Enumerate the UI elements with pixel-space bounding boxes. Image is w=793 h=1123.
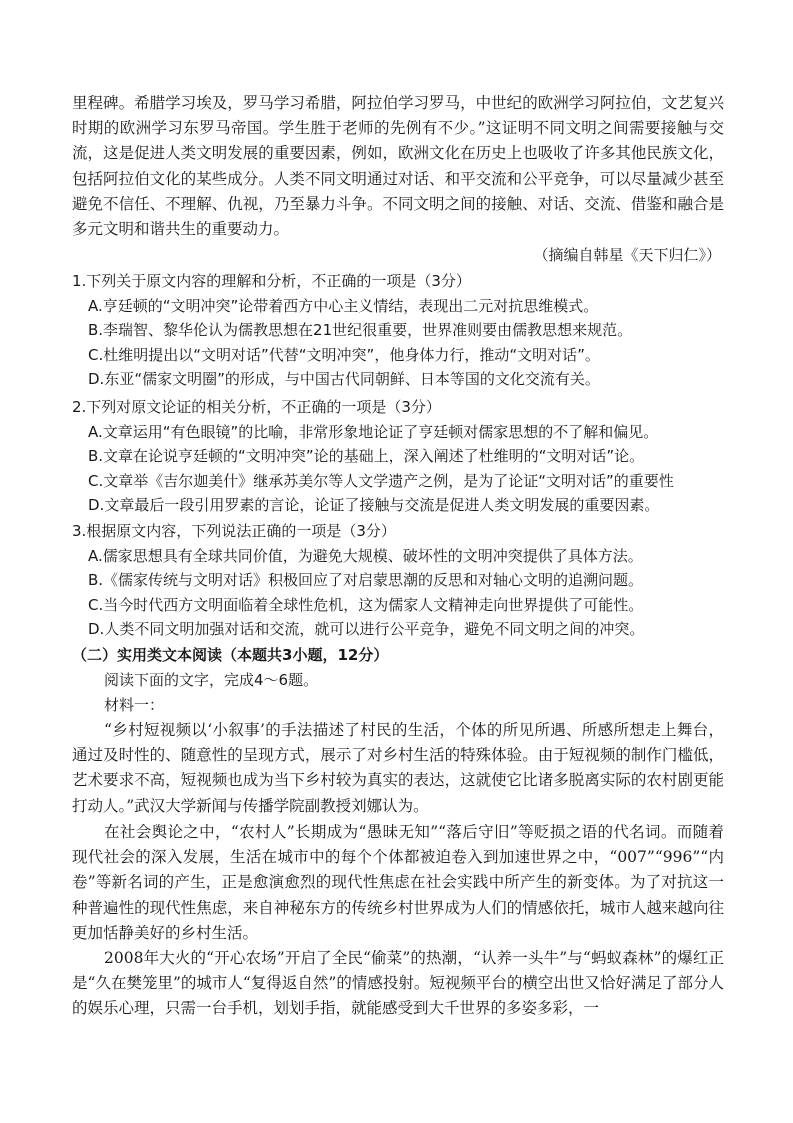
material-paragraph-1: “乡村短视频以‘小叙事’的手法描述了村民的生活，个体的所见所遇、所感所想走上舞台，通过及时性的、随意性的呈现方式，展示了对乡村生活的特殊体验。由于短视频的制作门槛低，艺术要求不高，短视频也成为当下乡村较为真实的表达，这就使它比诸多脱离实际的农村剧更能打动人。”武汉大学新闻与传播学院副教授刘娜认为。 — [72, 721, 724, 815]
section-heading: （二）实用类文本阅读（本题共3小题，12分） — [72, 646, 389, 664]
option-a: A.儒家思想具有全球共同价值，为避免大规模、破坏性的文明冲突提供了具体方法。 — [88, 546, 643, 565]
option-b: B.李瑞智、黎华伦认为儒教思想在21世纪很重要，世界准则要由儒教思想来规范。 — [88, 321, 633, 340]
option-d: D.东亚“儒家文明圈”的形成，与中国古代同朝鲜、日本等国的文化交流有关。 — [88, 370, 600, 389]
material-paragraph-2: 在社会舆论之中，“农村人”长期成为“愚昧无知”“落后守旧”等贬损之语的代名词。而随着现代社会的深入发展，生活在城市中的每个个体都被迫卷入到加速世界之中，“007”“996”“内卷”等新名词的产生，正是愈演愈烈的现代性焦虑在社会实践中所产生的新变体。为了对抗这一种普遍性的现代性焦虑，来自神秘东方的传统乡村世界成为人们的情感依托，城市人越来越向往更加恬静美好的乡村生活。 — [72, 823, 724, 942]
question-2 — [72, 395, 732, 518]
option-d: D.文章最后一段引用罗素的言论，论证了接触与交流是促进人类文明发展的重要因素。 — [88, 496, 660, 515]
question-1 — [72, 269, 732, 392]
material-paragraph-3: 2008年大火的“开心农场”开启了全民“偷菜”的热潮，“认养一头牛”与“蚂蚁森林”的爆红正是“久在樊笼里”的城市人“复得返自然”的情感投射。短视频平台的横空出世又恰好满足了部分人的娱乐心理，只需一台手机，划划手指，就能感受到大千世界的多姿多彩，一 — [72, 949, 724, 1018]
option-c: C.杜维明提出以“文明对话”代替“文明冲突”，他身体力行，推动“文明对话”。 — [88, 345, 600, 364]
instruction-text: 阅读下面的文字，完成4～6题。 — [104, 671, 319, 689]
option-d: D.人类不同文明加强对话和交流，就可以进行公平竞争，避免不同文明之间的冲突。 — [88, 620, 645, 639]
passage-attribution: （摘编自韩星《天下归仁》） — [533, 246, 721, 264]
option-a: A.亨廷顿的“文明冲突”论带着西方中心主义情结，表现出二元对抗思维模式。 — [88, 296, 599, 315]
question-3 — [72, 519, 732, 642]
option-c: C.文章举《吉尔迦美什》继承苏美尔等人文学遗产之例，是为了论证“文明对话”的重要性 — [88, 471, 674, 490]
passage-paragraph: 里程碑。希腊学习埃及，罗马学习希腊，阿拉伯学习罗马，中世纪的欧洲学习阿拉伯，文艺复兴时期的欧洲学习东罗马帝国。学生胜于老师的先例有不少。”这证明不同文明之间需要接触与交流，这是促进人类文明发展的重要因素，例如，欧洲文化在历史上也吸收了许多其他民族文化，包括阿拉伯文化的某些成分。人类不同文明通过对话、和平交流和公平竞争，可以尽量减少甚至避免不信任、不理解、仇视，乃至暴力斗争。不同文明之间的接触、对话、交流、借鉴和融合是多元文明和谐共生的重要动力。 — [72, 94, 724, 239]
option-b: B.《儒家传统与文明对话》积极回应了对启蒙思潮的反思和对轴心文明的追溯问题。 — [88, 571, 644, 590]
question-stem: 1.下列关于原文内容的理解和分析，不正确的一项是（3分） — [72, 272, 471, 290]
material-label: 材料一： — [104, 696, 165, 714]
question-stem: 2.下列对原文论证的相关分析，不正确的一项是（3分） — [72, 398, 441, 416]
question-stem: 3.根据原文内容，下列说法正确的一项是（3分） — [72, 522, 396, 540]
option-a: A.文章运用“有色眼镜”的比喻，非常形象地论证了亨廷顿对儒家思想的不了解和偏见。 — [88, 422, 659, 441]
option-b: B.文章在论说亨廷顿的“文明冲突”论的基础上，深入阐述了杜维明的“文明对话”论。 — [88, 447, 645, 466]
option-c: C.当今时代西方文明面临着全球性危机，这为儒家人文精神走向世界提供了可能性。 — [88, 595, 644, 614]
